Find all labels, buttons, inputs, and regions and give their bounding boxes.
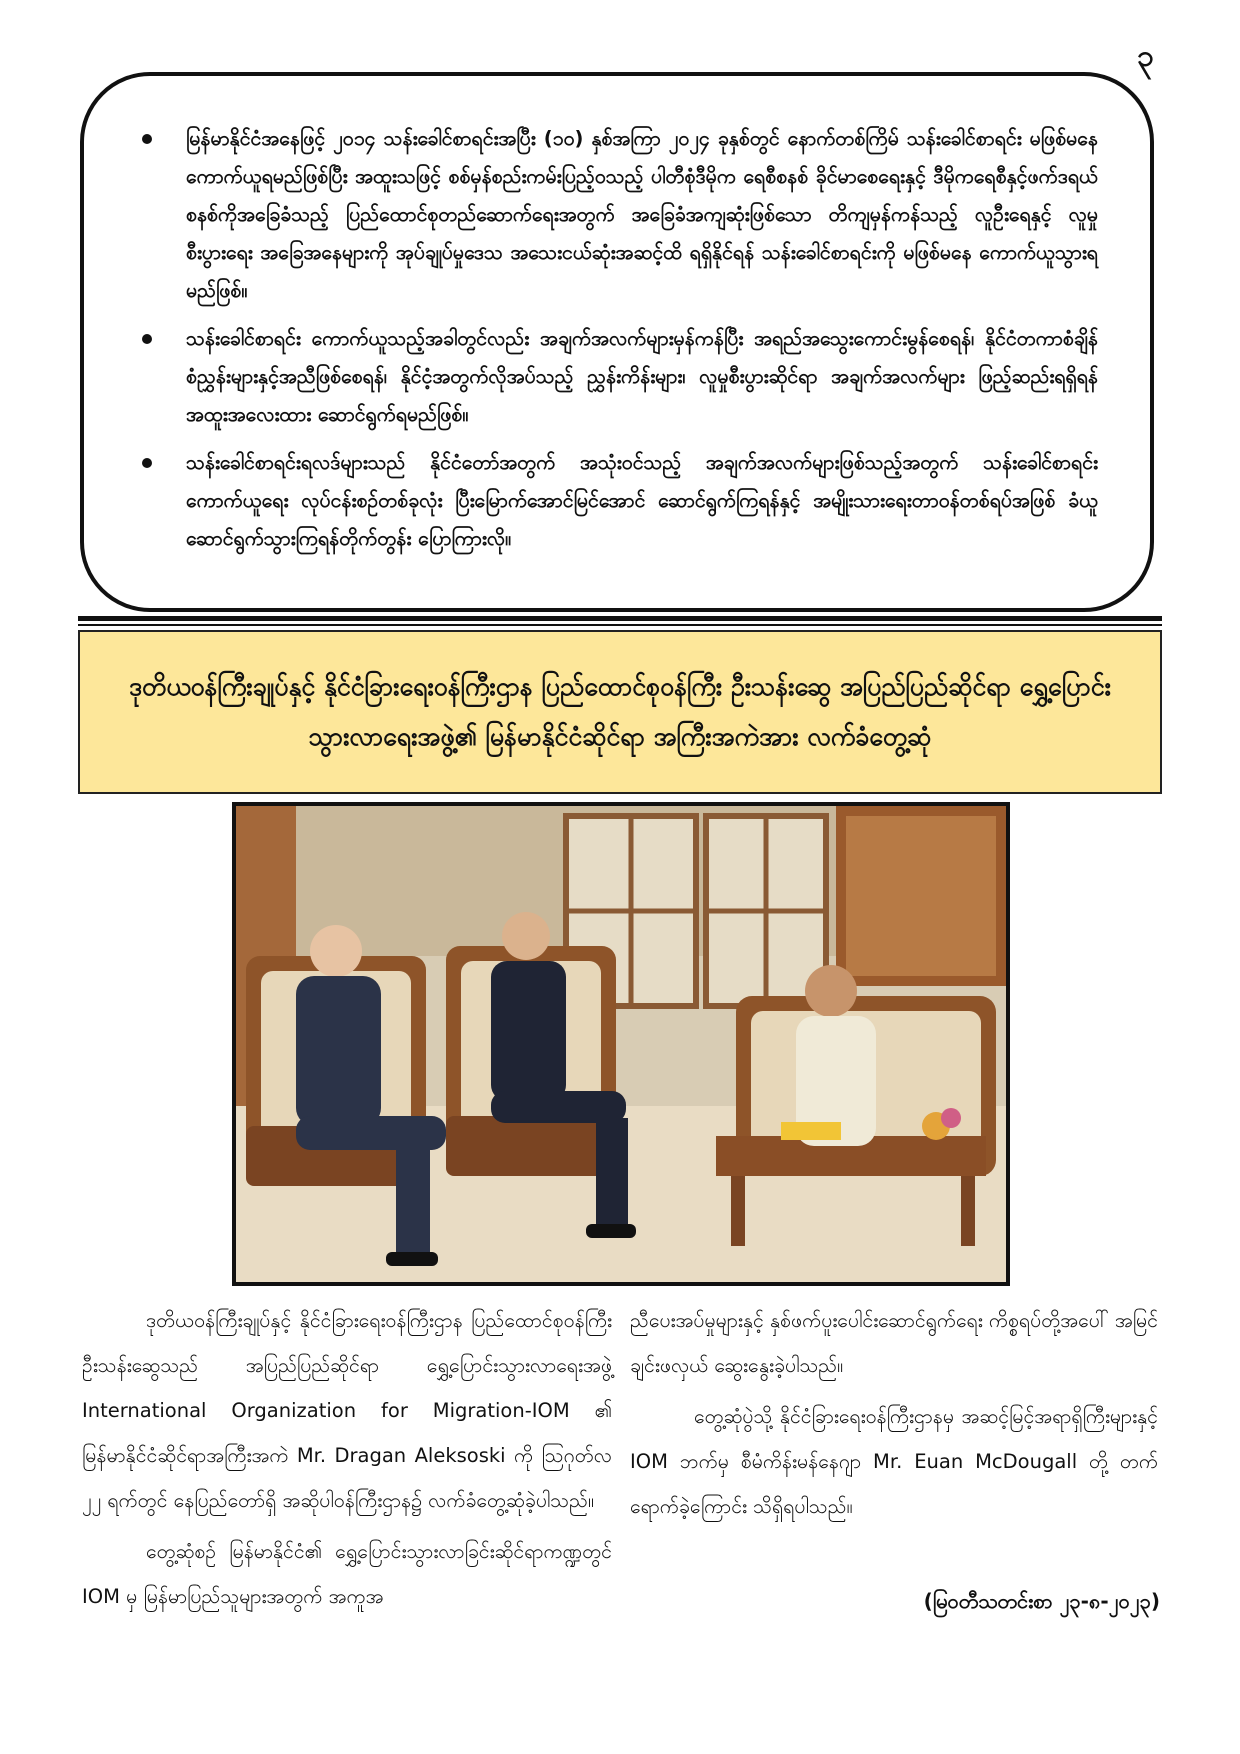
bullet-icon — [142, 334, 152, 344]
article-paragraph: တွေ့ဆုံပွဲသို့ နိုင်ငံခြားရေးဝန်ကြီးဌာနမှ အဆင့်မြင့်အရာရှိကြီးများနှင့် IOM ဘက်မှ စီမံကိန်းမန်နေဂျာ Mr. Euan McDougall တို့ တက်ရောက်ခဲ့ကြောင်း သိရှိရပါသည်။ — [630, 1405, 1158, 1518]
section-divider-thin — [78, 624, 1162, 626]
page-number: ၃ — [1137, 39, 1154, 74]
notice-item — [142, 320, 1098, 434]
meeting-photo-illustration — [236, 806, 1006, 1282]
notice-item — [142, 120, 1098, 310]
bullet-icon — [142, 458, 152, 468]
bullet-icon — [142, 134, 152, 144]
notice-item-text: သန်းခေါင်စာရင်းရလဒ်များသည် နိုင်ငံတော်အတွက် အသုံးဝင်သည့် အချက်အလက်များဖြစ်သည့်အတွက် သန်းခေါင်စာရင်းကောက်ယူရေး လုပ်ငန်းစဉ်တစ်ခုလုံး ပြီးမြောက်အောင်မြင်အောင် ဆောင်ရွက်ကြရန်နှင့် အမျိုးသားရေးတာဝန်တစ်ရပ်အဖြစ် ခံယူဆောင်ရွက်သွားကြရန်တိုက်တွန်း ပြောကြားလို။ — [186, 451, 1098, 550]
article-paragraph: ညီပေးအပ်မှုများနှင့် နှစ်ဖက်ပူးပေါင်းဆောင်ရွက်ရေး ကိစ္စရပ်တို့အပေါ် အမြင်ချင်းဖလှယ် ဆွေးနွေးခဲ့ပါသည်။ — [630, 1309, 1158, 1377]
notice-item — [142, 444, 1098, 558]
headline-box — [78, 630, 1162, 794]
notice-item-text: သန်းခေါင်စာရင်း ကောက်ယူသည့်အခါတွင်လည်း အချက်အလက်များမှန်ကန်ပြီး အရည်အသွေးကောင်းမွန်စေရန်၊ နိုင်ငံတကာစံချိန်စံညွှန်းများနှင့်အညီဖြစ်စေရန်၊ နိုင်ငံ့အတွက်လိုအပ်သည့် ညွှန်းကိန်းများ၊ လူမှုစီးပွားဆိုင်ရာ အချက်အလက်များ ဖြည့်ဆည်းရရှိရန် အထူးအလေးထား ဆောင်ရွက်ရမည်ဖြစ်။ — [186, 327, 1098, 426]
article-headline: ဒုတိယဝန်ကြီးချုပ်နှင့် နိုင်ငံခြားရေးဝန်ကြီးဌာန ပြည်ထောင်စုဝန်ကြီး ဦးသန်းဆွေ အပြည်ပြည်ဆိုင်ရာ ရွှေ့ပြောင်းသွားလာရေးအဖွဲ့၏ မြန်မာနိုင်ငံဆိုင်ရာ အကြီးအကဲအား လက်ခံတွေ့ဆုံ — [129, 672, 1111, 751]
notice-item-text: မြန်မာနိုင်ငံအနေဖြင့် ၂၀၁၄ သန်းခေါင်စာရင်းအပြီး (၁၀) နှစ်အကြာ ၂၀၂၄ ခုနှစ်တွင် နောက်တစ်ကြိမ် သန်းခေါင်စာရင်း မဖြစ်မနေကောက်ယူရမည်ဖြစ်ပြီး အထူးသဖြင့် စစ်မှန်စည်းကမ်းပြည့်ဝသည့် ပါတီစုံဒီမိုက ရေစီစနစ် ခိုင်မာစေရေးနှင့် ဒီမိုကရေစီနှင့်ဖက်ဒရယ်စနစ်ကိုအခြေခံသည့် ပြည်ထောင်စုတည်ဆောက်ရေးအတွက် အခြေခံအကျဆုံးဖြစ်သော တိကျမှန်ကန်သည့် လူဦးရေနှင့် လူမှုစီးပွားရေး အခြေအနေများကို အုပ်ချုပ်မှုဒေသ အသေးငယ်ဆုံးအဆင့်ထိ ရရှိနိုင်ရန် သန်းခေါင်စာရင်းကို မဖြစ်မနေ ကောက်ယူသွားရမည်ဖြစ်။ — [186, 127, 1098, 302]
article-photo — [232, 802, 1010, 1286]
notice-box — [80, 72, 1154, 612]
article-column-right — [630, 1298, 1158, 1535]
article-source: (မြဝတီသတင်းစာ ၂၃-၈-၂၀၂၃) — [923, 1589, 1160, 1613]
article-paragraph: တွေ့ဆုံစဉ် မြန်မာနိုင်ငံ၏ ရွှေ့ပြောင်းသွားလာခြင်းဆိုင်ရာကဏ္ဍတွင် IOM မှ မြန်မာပြည်သူများအတွက် အကူအ — [82, 1540, 612, 1608]
article-paragraph: ဒုတိယဝန်ကြီးချုပ်နှင့် နိုင်ငံခြားရေးဝန်ကြီးဌာန ပြည်ထောင်စုဝန်ကြီး ဦးသန်းဆွေသည် အပြည်ပြည်ဆိုင်ရာ ရွှေ့ပြောင်းသွားလာရေးအဖွဲ့ International Organization for Migration-IOM ၏ မြန်မာနိုင်ငံဆိုင်ရာအကြီးအကဲ Mr. Dragan Aleksoski ကို ဩဂုတ်လ ၂၂ ရက်တွင် နေပြည်တော်ရှိ အဆိုပါဝန်ကြီးဌာန၌ လက်ခံတွေ့ဆုံခဲ့ပါသည်။ — [82, 1309, 612, 1512]
section-divider — [78, 616, 1162, 621]
notice-bullet-list — [142, 120, 1098, 558]
article-column-left — [82, 1298, 612, 1625]
